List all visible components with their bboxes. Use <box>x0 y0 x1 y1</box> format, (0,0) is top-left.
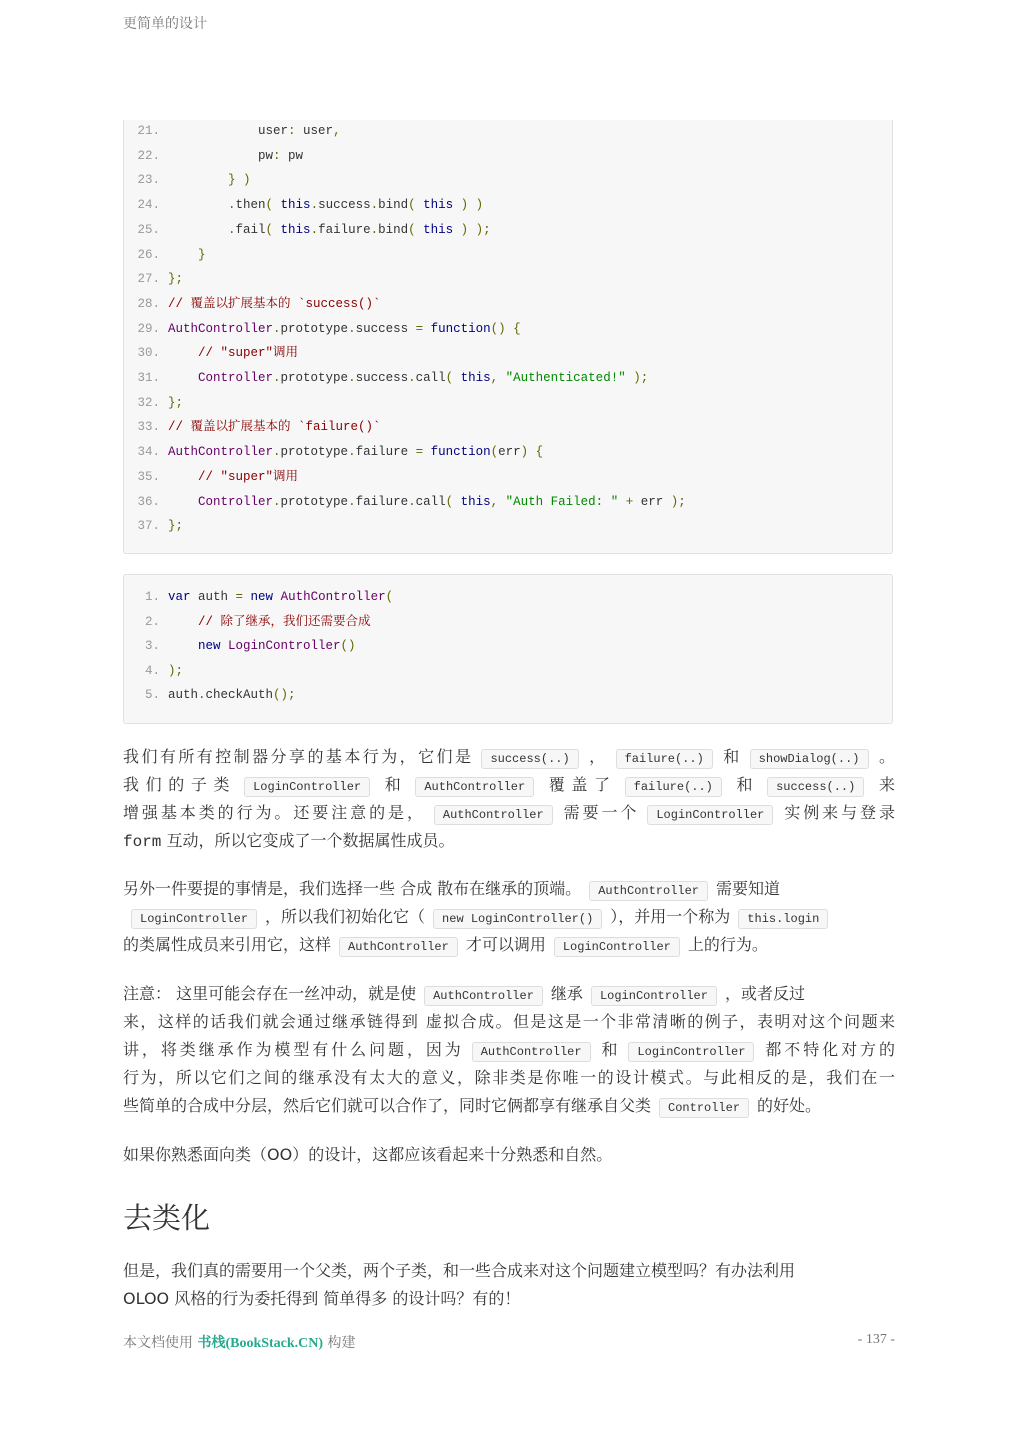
code-token: "Authenticated!" <box>505 371 626 385</box>
code-line <box>124 269 183 289</box>
code-token: ( <box>408 222 424 237</box>
text-line <box>123 1141 895 1169</box>
line-number: 23. <box>137 173 160 188</box>
line-number: 2. <box>144 614 160 629</box>
text-run: 需要知道 <box>716 879 781 898</box>
code-token: ( <box>265 222 281 237</box>
code-token: ( <box>265 198 281 213</box>
code-token: success <box>355 371 409 385</box>
code-token: + <box>618 494 641 509</box>
inline-code: AuthController <box>434 805 553 825</box>
footer-prefix: 本文档使用 <box>123 1335 198 1351</box>
inline-mono-text: form <box>123 833 162 851</box>
line-number: 27. <box>137 272 160 287</box>
code-block <box>123 120 893 554</box>
inline-code: AuthController <box>339 937 458 957</box>
code-line <box>124 294 381 314</box>
inline-code: LoginController <box>628 1042 754 1062</box>
code-token: // 除了继承，我们还需要合成 <box>168 614 371 629</box>
code-line <box>124 417 381 437</box>
text-line <box>123 1064 895 1092</box>
code-token: failure <box>355 494 409 509</box>
code-token: . <box>273 494 281 509</box>
paragraph <box>123 1141 895 1169</box>
line-number: 30. <box>137 346 160 361</box>
text-line <box>123 903 895 931</box>
code-token: }; <box>168 395 184 410</box>
inline-code: LoginController <box>244 777 370 797</box>
code-token: ( <box>490 445 499 460</box>
code-token: () <box>340 639 356 654</box>
text-line <box>123 875 895 903</box>
code-token: . <box>168 222 236 237</box>
text-line <box>123 1008 895 1036</box>
text-run: 些简单的合成中分层，然后它们就可以合作了，同时它俩都享有继承自父类 <box>123 1096 652 1115</box>
code-token: . <box>408 494 416 509</box>
code-token: this <box>280 198 311 213</box>
code-block <box>123 574 893 724</box>
text-line <box>123 827 895 855</box>
code-line <box>124 685 296 705</box>
text-line <box>123 743 895 771</box>
line-number: 5. <box>144 688 160 703</box>
code-token: . <box>198 688 206 703</box>
text-run: OLOO 风格的行为委托得到 简单得多 的设计吗？有的！ <box>123 1289 521 1308</box>
code-token: auth <box>168 688 199 703</box>
code-token: // "super"调用 <box>168 469 299 484</box>
inline-code: LoginController <box>591 986 717 1006</box>
line-number: 3. <box>144 639 160 654</box>
inline-code: new LoginController() <box>433 909 602 929</box>
code-token: (); <box>273 688 296 703</box>
code-token: : <box>288 124 296 138</box>
code-token: () { <box>490 321 521 336</box>
code-token: // "super"调用 <box>168 346 299 361</box>
code-token: ); <box>663 494 686 509</box>
code-token: user <box>295 124 334 138</box>
inline-code: AuthController <box>472 1042 591 1062</box>
text-line <box>123 1257 895 1285</box>
page-number: - 137 - <box>857 1332 895 1347</box>
code-token: prototype <box>280 371 349 385</box>
paragraph <box>123 875 895 959</box>
code-token: prototype <box>280 445 349 460</box>
code-token: . <box>348 321 356 336</box>
text-run: 互动，所以它变成了一个数据属性成员。 <box>161 831 455 850</box>
code-token: this <box>423 222 454 237</box>
code-token: bind <box>378 222 409 237</box>
text-run: 才可以调用 <box>465 935 546 954</box>
inline-code: failure(..) <box>625 777 722 797</box>
bookstack-link[interactable]: 书栈(BookStack.CN) <box>197 1336 324 1351</box>
code-token: function <box>430 445 491 460</box>
inline-code: Controller <box>659 1098 749 1118</box>
line-number: 24. <box>137 198 160 213</box>
code-token: pw <box>168 148 274 163</box>
code-token: AuthController <box>273 590 386 604</box>
code-token: : <box>273 148 281 163</box>
code-line <box>124 319 521 339</box>
code-line <box>124 612 371 632</box>
code-token: this <box>423 198 454 213</box>
code-line <box>124 393 183 413</box>
code-line <box>124 343 298 363</box>
code-token: } <box>168 247 206 262</box>
code-token: prototype <box>280 494 349 509</box>
code-line <box>124 636 356 656</box>
inline-code: showDialog(..) <box>750 749 869 769</box>
text-line <box>123 980 895 1008</box>
line-number: 29. <box>137 321 160 336</box>
code-token: // 覆盖以扩展基本的 `failure()` <box>168 420 381 435</box>
code-token: call <box>415 494 446 509</box>
page-header-title: 更简单的设计 <box>123 16 207 32</box>
text-run: 实例来与登录 <box>781 803 895 822</box>
code-token: ( <box>445 371 461 385</box>
code-token: ( <box>408 198 424 213</box>
code-token: ( <box>385 590 394 604</box>
text-run: ， <box>586 747 608 766</box>
inline-code: LoginController <box>131 909 257 929</box>
code-line <box>124 195 483 215</box>
text-run: 我们的子类 <box>123 775 237 794</box>
text-run: 和 <box>729 775 760 794</box>
code-token: bind <box>378 198 409 213</box>
code-token: pw <box>280 148 304 163</box>
line-number: 37. <box>137 519 160 534</box>
text-run: 我们有所有控制器分享的基本行为，它们是 <box>123 747 474 766</box>
text-run: 的类属性成员来引用它，这样 <box>123 935 332 954</box>
text-run: 需要一个 <box>560 803 640 822</box>
code-line <box>124 146 303 166</box>
inline-code: LoginController <box>554 937 680 957</box>
text-run: 。 <box>876 747 895 766</box>
code-line <box>124 442 543 462</box>
inline-code: success(..) <box>767 777 864 797</box>
code-line <box>124 661 183 681</box>
inline-code: AuthController <box>424 986 543 1006</box>
text-run: ，或者反过 <box>724 984 805 1003</box>
code-token: . <box>273 445 281 460</box>
code-token: ) { <box>520 445 544 460</box>
footer-credit <box>123 1332 356 1352</box>
code-token: . <box>310 198 319 213</box>
code-token: checkAuth <box>205 688 274 703</box>
code-token: ( <box>445 494 461 509</box>
text-run: 行为，所以它们之间的继承没有太大的意义，除非类是你唯一的设计模式。与此相反的是，我们在一 <box>123 1068 895 1087</box>
code-token: new <box>250 590 274 604</box>
code-token: "Auth Failed: " <box>505 494 619 509</box>
code-token: . <box>348 494 356 509</box>
code-token: user <box>168 124 289 138</box>
text-line <box>123 1285 895 1313</box>
code-token: success <box>318 198 371 213</box>
code-token: AuthController <box>168 445 274 460</box>
code-token: }; <box>168 519 184 534</box>
text-run: 来，这样的话我们就会通过继承链得到 虚拟合成。但是这是一个非常清晰的例子，表明对这个问题来 <box>123 1012 895 1031</box>
footer-suffix: 构建 <box>323 1335 356 1351</box>
line-number: 33. <box>137 420 160 435</box>
line-number: 4. <box>144 663 160 678</box>
text-run: 和 <box>378 775 408 794</box>
text-run: 的好处。 <box>757 1096 822 1115</box>
code-token: . <box>348 445 356 460</box>
text-run: ），并用一个称为 <box>610 907 731 926</box>
code-token: ) ) <box>453 198 484 213</box>
text-run: 和 <box>598 1040 621 1059</box>
line-number: 34. <box>137 445 160 460</box>
code-token: ); <box>625 371 649 385</box>
text-run: 讲，将类继承作为模型有什么问题，因为 <box>123 1040 464 1059</box>
code-line <box>124 170 251 190</box>
code-token: ) ); <box>453 222 491 237</box>
text-run: 来 <box>872 775 895 794</box>
code-token: // 覆盖以扩展基本的 `success()` <box>168 296 381 311</box>
text-run: ，所以我们初始化它（ <box>265 907 426 926</box>
code-token: var <box>168 590 191 604</box>
text-run: 和 <box>720 747 742 766</box>
line-number: 35. <box>137 469 160 484</box>
text-line <box>123 1036 895 1064</box>
code-token: failure <box>355 445 416 460</box>
text-run: 增强基本类的行为。还要注意的是， <box>123 803 426 822</box>
inline-code: AuthController <box>415 777 534 797</box>
inline-code: AuthController <box>589 881 708 901</box>
code-token: . <box>348 371 356 385</box>
text-run: 如果你熟悉面向类（OO）的设计，这都应该看起来十分熟悉和自然。 <box>123 1145 613 1164</box>
code-token: . <box>168 198 236 213</box>
code-line <box>124 368 648 388</box>
line-number: 22. <box>137 148 160 163</box>
inline-code: this.login <box>738 909 828 929</box>
code-token: function <box>430 321 491 336</box>
code-token: success <box>355 321 416 336</box>
text-run: 覆盖了 <box>542 775 617 794</box>
code-line <box>124 492 686 512</box>
code-token: fail <box>235 222 266 237</box>
code-token: . <box>310 222 319 237</box>
code-line <box>124 245 206 265</box>
code-token: this <box>280 222 311 237</box>
code-token: prototype <box>280 321 349 336</box>
code-token: call <box>415 371 446 385</box>
code-token: = <box>235 590 251 604</box>
line-number: 31. <box>137 371 160 385</box>
code-token: . <box>273 371 281 385</box>
text-line <box>123 771 895 799</box>
code-token: , <box>490 371 506 385</box>
inline-code: success(..) <box>481 749 578 769</box>
code-token: this <box>460 371 491 385</box>
code-token: new <box>168 639 221 654</box>
paragraph <box>123 743 895 855</box>
code-line <box>124 516 183 536</box>
code-token: }; <box>168 272 184 287</box>
section-heading: 去类化 <box>123 1201 211 1235</box>
code-token: . <box>408 371 416 385</box>
text-run: 但是，我们真的需要用一个父类，两个子类，和一些合成来对这个问题建立模型吗？有办法利用 <box>123 1261 796 1280</box>
code-token: . <box>273 321 281 336</box>
code-token: Controller <box>168 371 274 385</box>
line-number: 26. <box>137 247 160 262</box>
code-token: , <box>333 124 341 138</box>
code-token: } ) <box>168 173 251 188</box>
code-line <box>124 467 298 487</box>
line-number: 21. <box>137 124 160 138</box>
text-line <box>123 931 895 959</box>
code-token: err <box>498 445 521 460</box>
code-token: . <box>370 222 379 237</box>
text-run: 都不特化对方的 <box>762 1040 895 1059</box>
text-line <box>123 799 895 827</box>
code-token: AuthController <box>168 321 274 336</box>
code-token: , <box>490 494 506 509</box>
code-token: ); <box>168 663 184 678</box>
line-number: 25. <box>137 222 160 237</box>
inline-code: LoginController <box>647 805 773 825</box>
code-line <box>124 121 341 141</box>
line-number: 1. <box>144 590 160 604</box>
code-token: = <box>415 445 431 460</box>
text-run: 继承 <box>550 984 583 1003</box>
code-token: failure <box>318 222 371 237</box>
line-number: 28. <box>137 296 160 311</box>
paragraph <box>123 980 895 1120</box>
code-line <box>124 220 491 240</box>
code-token: = <box>415 321 431 336</box>
text-run: 另外一件要提的事情是，我们选择一些 合成 散布在继承的顶端。 <box>123 879 582 898</box>
line-number: 32. <box>137 395 160 410</box>
code-line <box>124 587 393 607</box>
code-token: . <box>370 198 379 213</box>
code-token: this <box>460 494 491 509</box>
text-run: 上的行为。 <box>687 935 768 954</box>
code-token: LoginController <box>220 639 341 654</box>
line-number: 36. <box>137 494 160 509</box>
paragraph <box>123 1257 895 1313</box>
text-line <box>123 1092 895 1120</box>
code-token: then <box>235 198 266 213</box>
code-token: err <box>640 494 664 509</box>
text-run: 注意： 这里可能会存在一丝冲动，就是使 <box>123 984 417 1003</box>
code-token: Controller <box>168 494 274 509</box>
code-token: auth <box>190 590 236 604</box>
inline-code: failure(..) <box>616 749 713 769</box>
